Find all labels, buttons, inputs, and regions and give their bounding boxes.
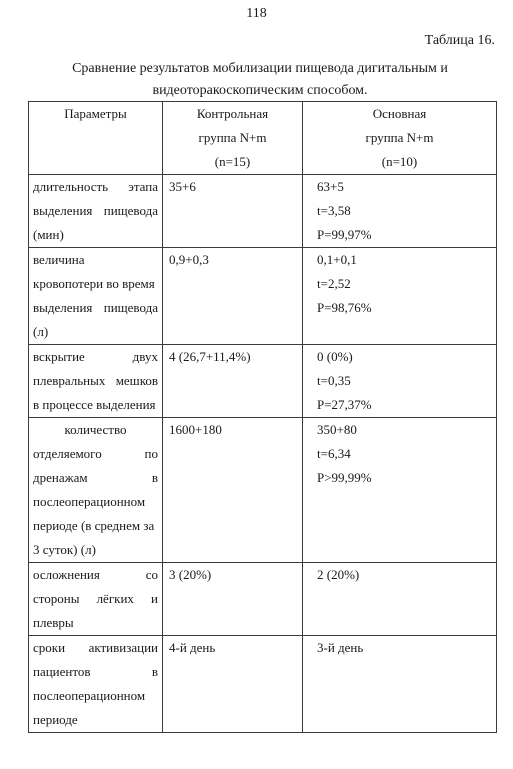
control-value: 3 (20%) <box>169 567 212 582</box>
param-line: выделения пищевода <box>33 300 158 315</box>
param-cell <box>29 418 163 563</box>
control-cell <box>163 175 303 248</box>
header-control-line: Контрольная <box>196 106 269 121</box>
caption-line-2: видеоторакоскопическим способом. <box>152 83 368 98</box>
header-main <box>303 102 497 175</box>
main-cell <box>303 248 497 345</box>
param-line: 3 суток) (л) <box>33 542 96 557</box>
caption-line-1: Сравнение результатов мобилизации пищевода дигитальным и <box>72 61 448 76</box>
param-cell <box>29 175 163 248</box>
param-line: вскрытие двух <box>33 349 158 364</box>
param-line: выделения пищевода <box>33 203 158 218</box>
param-line: плевральных мешков <box>33 373 158 388</box>
table-header-row <box>29 102 497 175</box>
table-row <box>29 175 497 248</box>
param-line: (мин) <box>33 227 64 242</box>
param-line: кровопотери во время <box>33 276 155 291</box>
param-line: отделяемого по <box>33 446 158 461</box>
table-row <box>29 345 497 418</box>
param-line: количество <box>64 422 127 437</box>
comparison-table <box>28 101 497 733</box>
header-control-line: группа N+m <box>198 130 267 145</box>
control-value: 1600+180 <box>169 422 222 437</box>
main-value: t=0,35 <box>317 373 351 388</box>
header-main-line: группа N+m <box>365 130 434 145</box>
header-params <box>29 102 163 175</box>
table-row <box>29 418 497 563</box>
table-row <box>29 636 497 733</box>
param-cell <box>29 345 163 418</box>
control-cell <box>163 345 303 418</box>
param-line: осложнения со <box>33 567 158 582</box>
main-cell <box>303 175 497 248</box>
control-value: 4-й день <box>169 640 216 655</box>
param-line: периоде (в среднем за <box>33 518 155 533</box>
param-cell <box>29 248 163 345</box>
main-value: 350+80 <box>317 422 357 437</box>
main-value: P=99,97% <box>317 227 372 242</box>
header-main-line: Основная <box>372 106 427 121</box>
control-cell <box>163 636 303 733</box>
page-number: 118 <box>246 6 267 21</box>
table-label: Таблица 16. <box>424 33 495 48</box>
param-cell <box>29 563 163 636</box>
param-line: стороны лёгких и <box>33 591 158 606</box>
main-value: 2 (20%) <box>317 567 360 582</box>
main-value: P=27,37% <box>317 397 372 412</box>
main-value: t=2,52 <box>317 276 351 291</box>
param-line: длительность этапа <box>33 179 158 194</box>
main-value: t=3,58 <box>317 203 351 218</box>
header-params-label: Параметры <box>64 106 127 121</box>
param-line: сроки активизации <box>33 640 158 655</box>
main-cell <box>303 636 497 733</box>
header-control <box>163 102 303 175</box>
param-cell <box>29 636 163 733</box>
param-line: периоде <box>33 712 78 727</box>
control-value: 4 (26,7+11,4%) <box>169 349 251 364</box>
main-value: t=6,34 <box>317 446 351 461</box>
table-caption <box>20 58 500 102</box>
param-line: дренажам в <box>33 470 158 485</box>
control-value: 35+6 <box>169 179 196 194</box>
param-line: величина <box>33 252 85 267</box>
control-cell <box>163 418 303 563</box>
main-cell <box>303 563 497 636</box>
param-line: в процессе выделения <box>33 397 156 412</box>
param-line: послеоперационном <box>33 494 146 509</box>
control-cell <box>163 248 303 345</box>
main-value: 0,1+0,1 <box>317 252 357 267</box>
control-cell <box>163 563 303 636</box>
main-value: 3-й день <box>317 640 364 655</box>
param-line: плевры <box>33 615 74 630</box>
main-value: P>99,99% <box>317 470 372 485</box>
main-cell <box>303 418 497 563</box>
table-row <box>29 563 497 636</box>
table-row <box>29 248 497 345</box>
main-cell <box>303 345 497 418</box>
control-value: 0,9+0,3 <box>169 252 209 267</box>
main-value: 0 (0%) <box>317 349 353 364</box>
main-value: 63+5 <box>317 179 344 194</box>
param-line: пациентов в <box>33 664 158 679</box>
header-control-line: (n=15) <box>214 154 251 169</box>
header-main-line: (n=10) <box>381 154 418 169</box>
param-line: послеоперационном <box>33 688 146 703</box>
param-line: (л) <box>33 324 49 339</box>
main-value: P=98,76% <box>317 300 372 315</box>
